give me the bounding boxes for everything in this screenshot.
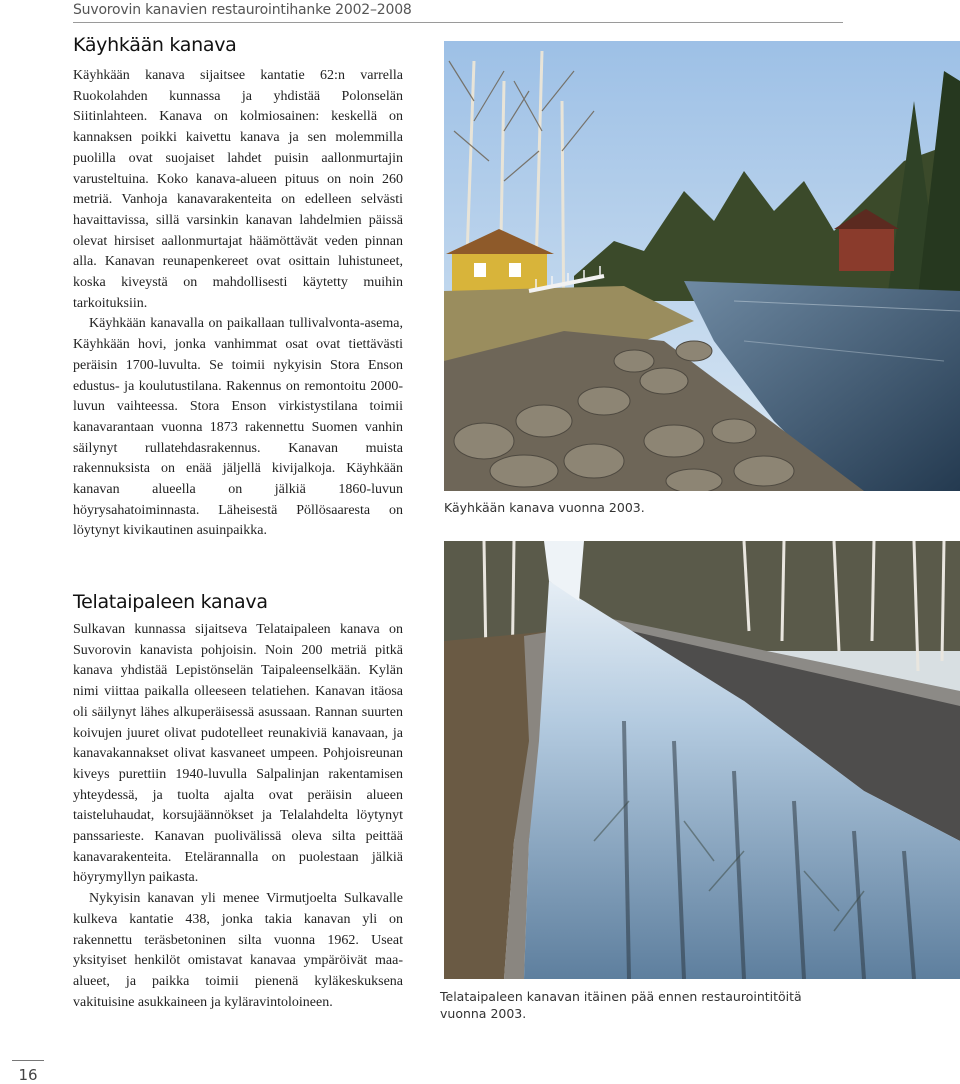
paragraph: Käyhkään kanava sijaitsee kantatie 62:n varrella Ruokolahden kunnassa ja yhdistää Polonselän Siitinlahteen. Kanava on kolmiosainen: keskellä on kannaksen poikki kaivettu kanava ja sen molemmilla puolilla ovat suojaiset lahdet puisin aallonmurtajin varusteltuina. Koko kanava-alueen pituus on noin 260 metriä. Vanhoja kanavarakenteita on edelleen selvästi havaittavissa, sillä varsinkin kanavan lahdelmien päissä olevat hirsiset aallonmurtajat häämöttävät veden pinnan alla. Kanavan reunapenkereet ovat osittain luhistuneet, koska kiveystä on mahdollisesti käytetty muihin tarkoituksiin. <box>73 68 403 311</box>
paragraph: Nykyisin kanavan yli menee Virmutjoelta Sulkavalle kulkeva kantatie 438, jonka takia kanavan yli on rakennettu teräsbetoninen silta vuonna 1962. Useat yksityiset henkilöt omistavat kanavaa ympäröivät maa-alueet, ja paikka toimii pienenä kyläkeskuksena vakituisine asukkaineen ja kyläravintoloineen. <box>73 891 403 1010</box>
photo-caption-kayhkaa: Käyhkään kanava vuonna 2003. <box>444 500 645 515</box>
section-body-kayhkaa <box>73 66 403 542</box>
section-title-kayhkaa: Käyhkään kanava <box>73 34 237 56</box>
page-number-rule <box>12 1060 44 1061</box>
paragraph: Sulkavan kunnassa sijaitseva Telataipaleen kanava on Suvorovin kanavista pohjoisin. Noin 200 metriä pitkä kanava yhdistää Lepistönselän Taipaleenselkään. Kylän nimi viittaa paikalla olleeseen telatiehen. Kanavan itäosa oli säilynyt lähes alkuperäisessä asussaan. Rannan suurten koivujen juuret olivat pudotelleet reunakiviä kanavaan, ja kanavakannakset olivat kasvaneet umpeen. Pohjoisreunan kiveys purettiin 1940-luvulla Salpalinjan rakentamisen yhteydessä, ja tuolta ajalta ovat peräisin alueen taisteluhaudat, korsujäännökset ja Telalahdelta löytynyt panssarieste. Kanavan puolivälissä oleva silta peittää kanavarakenteita. Etelärannalla on puolestaan jälkiä höyrymyllyn paikasta. <box>73 622 403 886</box>
running-head: Suvorovin kanavien restaurointihanke 2002–2008 <box>73 0 843 23</box>
photo-illustration <box>444 41 960 491</box>
photo-telataival-canal <box>444 541 960 979</box>
section-title-telataival: Telataipaleen kanava <box>73 591 268 613</box>
photo-caption-telataival: Telataipaleen kanavan itäinen pää ennen restaurointitöitä vuonna 2003. <box>440 989 802 1021</box>
photo-illustration <box>444 541 960 979</box>
section-body-telataival <box>73 620 403 1013</box>
paragraph: Käyhkään kanavalla on paikallaan tullivalvonta-asema, Käyhkään hovi, jonka vanhimmat osat ovat tiettävästi peräisin 1700-luvulta. Se toimii nykyisin Stora Enson edustus- ja koulutustilana. Rakennus on remontoitu 2000-luvun vaihteessa. Stora Enson virkistystilana toimii kanavarantaan vuonna 1873 rakennettu Suomen vanhin säilynyt rullatehdasrakennus. Kanavan muista rakennuksista on enää jäljellä kivijalkoja. Käyhkään kanavan alueella on jälkiä 1860-luvun höyrysahatoiminnasta. Läheisestä Pöllösaaresta on löytynyt kivikautinen asuinpaikka. <box>73 316 403 539</box>
page-number: 16 <box>18 1066 38 1084</box>
photo-kayhkaa-canal <box>444 41 960 491</box>
